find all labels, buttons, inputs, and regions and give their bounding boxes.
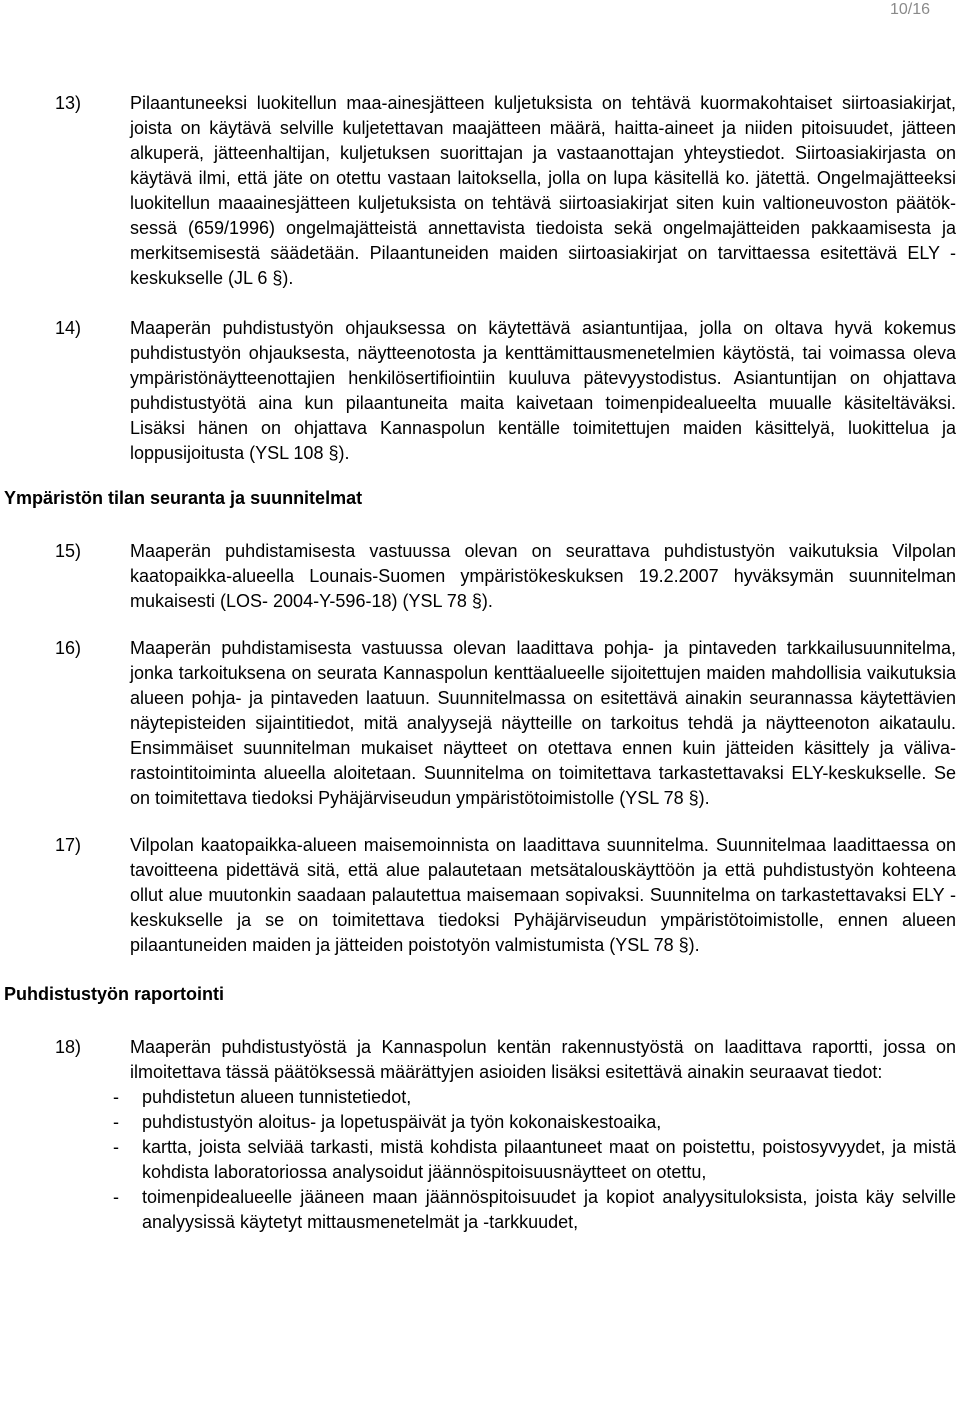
item-number: 14) (55, 318, 82, 338)
bullet-dash: - (113, 1187, 119, 1207)
item-text: Vilpolan kaatopaikka-alueen maisemoinnista on laadittava suunnitelma. Suunnitelmaa laadittaessa on tavoitteena pidettävä sitä, että alue palautetaan metsätalouskäyttöön ja että puhdistustyön kohteena ollut alue muutonkin saadaan palautettua maisemaan sopivaksi. Suunnitelma on tarkastettavaksi ELY -keskukselle ja se on toimitettava tiedoksi Pyhäjärviseudun ympäristötoimistolle, ennen alueen pilaantuneiden maiden ja jätteiden poistotyön valmistumista (YSL 78 §). (130, 835, 956, 955)
item-text: Pilaantuneeksi luokitellun maa-ainesjätteen kuljetuksista on tehtävä kuormakohtaiset siirtoasiakirjat, joista on käytävä selville kuljetettavan maajätteen määrä, haitta-aineet ja niiden pitoisuudet, jätteen alkuperä, jätteenhaltijan, kuljetuksen suorittajan ja vastaanottajan yhteystiedot. Siirtoasiakirjasta on käytävä ilmi, että jäte on otettu vastaan laitoksella, jolla on lupa käsitellä ko. jätettä. Ongelmajätteeksi luokitellun maaainesjätteen kuljetuksista on tehtävä siirtoasiakirjat siten kuin valtioneuvoston päätöksessä (659/1996) ongelmajätteistä annettavista tiedoista sekä ongelmajätteiden pakkaamisesta ja merkitsemisestä säädetään. Pilaantuneiden maiden siirtoasiakirjat on tarvittaessa esitettävä ELY -keskukselle (JL 6 §). (130, 93, 956, 288)
section-heading-seuranta: Ympäristön tilan seuranta ja suunnitelmat (4, 488, 363, 508)
list-item (0, 1185, 960, 1235)
item-number: 13) (55, 93, 82, 113)
item-text: Maaperän puhdistamisesta vastuussa olevan on seurattava puhdistustyön vaikutuksia Vilpolan kaatopaikka-alueella Lounais-Suomen ympäristökeskuksen 19.2.2007 hyväksymän suunnitelman mukaisesti (LOS- 2004-Y-596-18) (YSL 78 §). (130, 541, 956, 611)
section-heading-raportointi: Puhdistustyön raportointi (4, 984, 224, 1004)
paragraph-17 (0, 833, 960, 958)
item-number: 15) (55, 541, 82, 561)
list-item (0, 1110, 960, 1135)
item-text: Maaperän puhdistustyöstä ja Kannaspolun kentän rakennustyöstä on laadittava raportti, jossa on ilmoitettava tässä päätöksessä määrättyjen asioiden lisäksi esitettävä ainakin seuraavat tiedot: (130, 1037, 956, 1082)
bullet-dash: - (113, 1137, 119, 1157)
page-number: 10/16 (889, 1, 930, 18)
report-requirements-list (0, 1085, 960, 1235)
item-text: Maaperän puhdistamisesta vastuussa olevan laadittava pohja- ja pintaveden tarkkailusuunnitelma, jonka tarkoituksena on seurata Kannaspolun kenttäalueelle sijoitettujen maiden mahdollisia vaikutuksia alueen pohja- ja pintaveden laatuun. Suunnitelmassa on esitettävä ainakin seurannassa käytettävien näytepisteiden sijaintitiedot, mitä analyysejä näytteille on tarkoitus tehdä ja näytteenoton aikataulu. Ensimmäiset suunnitelman mukaiset näytteet on otettava ennen kuin jätteiden käsittely ja välivarastointitoiminta alueella aloitetaan. Suunnitelma on toimitettava tarkastettavaksi ELY-keskukselle. Se on toimitettava tiedoksi Pyhäjärviseudun ympäristötoimistolle (YSL 78 §). (130, 638, 956, 808)
item-number: 16) (55, 638, 82, 658)
item-text: Maaperän puhdistustyön ohjauksessa on käytettävä asiantuntijaa, jolla on oltava hyvä kokemus puhdistustyön ohjauksesta, näytteenotosta ja kenttämittausmenetelmien käytöstä, tai voimassa oleva ympäristönäytteenottajien henkilösertifiointiin kuuluva pätevyystodistus. Asiantuntijan on ohjattava puhdistustyötä aina kun pilaantuneita maita kaivetaan toimenpidealueelta muualle käsiteltäväksi. Lisäksi hänen on ohjattava Kannaspolun kentälle toimitettujen maiden käsittelyä, luokittelua ja loppusijoitusta (YSL 108 §). (130, 318, 956, 463)
item-number: 18) (55, 1037, 82, 1057)
list-item-text: toimenpidealueelle jääneen maan jäännöspitoisuudet ja kopiot analyysituloksista, joista käy selville analyysissä käytetyt mittausmenetelmät ja -tarkkuudet, (142, 1187, 956, 1232)
paragraph-13 (0, 91, 960, 291)
bullet-dash: - (113, 1112, 119, 1132)
paragraph-15 (0, 539, 960, 614)
bullet-dash: - (113, 1087, 119, 1107)
list-item-text: kartta, joista selviää tarkasti, mistä kohdista pilaantuneet maat on poistettu, poistosyvyydet, ja mistä kohdista laboratoriossa analysoidut jäännöspitoisuusnäytteet on otettu, (142, 1137, 956, 1182)
list-item (0, 1085, 960, 1110)
item-number: 17) (55, 835, 82, 855)
document-body (0, 91, 960, 1235)
list-item-text: puhdistustyön aloitus- ja lopetuspäivät ja työn kokonaiskestoaika, (142, 1112, 662, 1132)
paragraph-16 (0, 636, 960, 811)
paragraph-18 (0, 1035, 960, 1085)
paragraph-14 (0, 316, 960, 466)
list-item (0, 1135, 960, 1185)
list-item-text: puhdistetun alueen tunnistetiedot, (142, 1087, 412, 1107)
